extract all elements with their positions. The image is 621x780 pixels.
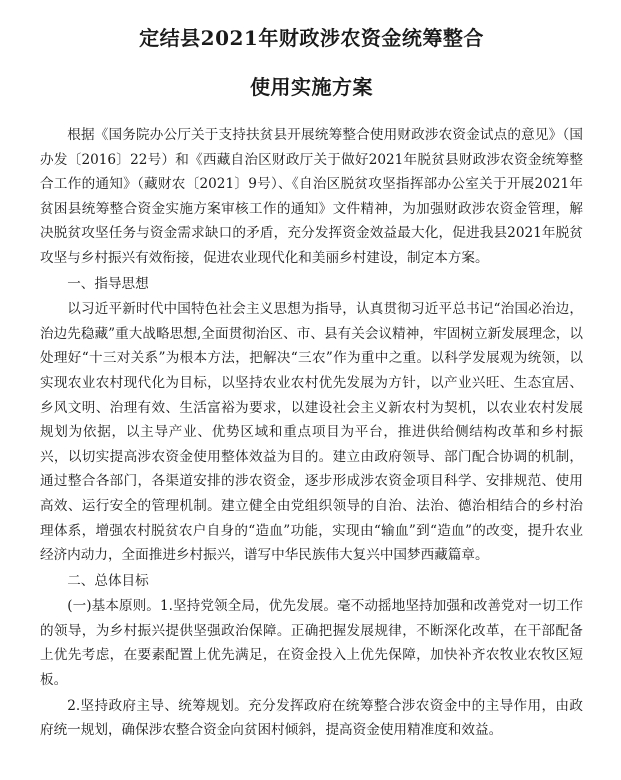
paragraph-basic-principles: (一)基本原则。1.坚持党领全局，优先发展。毫不动摇地坚持加强和改善党对一切工作的领导，为乡村振兴提供坚强政治保障。正确把握发展规律，不断深化改革，在干部配备上优先考虑，在要素配置上优先满足，在资金投入上优先保障，加快补齐农牧业农牧区短板。: [40, 598, 583, 689]
paragraph-government-led: 2.坚持政府主导、统筹规划。充分发挥政府在统筹整合涉农资金中的主导作用，由政府统一规划，确保涉农整合资金向贫困村倾斜，提高资金使用精准度和效益。: [40, 697, 583, 739]
section-heading-guiding-ideology: 一、指导思想: [67, 275, 149, 292]
paragraph-intro: 根据《国务院办公厅关于支持扶贫县开展统筹整合使用财政涉农资金试点的意见》（国办发〔2016〕22号）和《西藏自治区财政厅关于做好2021年脱贫县财政涉农资金统筹整合工作的通知》（藏财农〔2021〕9号）、《自治区脱贫攻坚指挥部办公室关于开展2021年贫困县统筹整合资金实施方案审核工作的通知》文件精神，为加强财政涉农资金管理，解决脱贫攻坚任务与资金需求缺口的矛盾，充分发挥资金效益最大化，促进我县2021年脱贫攻坚与乡村振兴有效衔接，促进农业现代化和美丽乡村建设，制定本方案。: [40, 127, 583, 266]
document-body: [40, 123, 583, 743]
document-title-line2: 使用实施方案: [250, 75, 373, 99]
document-title-line1: 定结县2021年财政涉农资金统筹整合: [139, 26, 484, 50]
section-heading-overall-goals: 二、总体目标: [67, 572, 149, 589]
paragraph-guiding-ideology: 以习近平新时代中国特色社会主义思想为指导，认真贯彻习近平总书记“治国必治边，治边先稳藏”重大战略思想,全面贯彻治区、市、县有关会议精神，牢固树立新发展理念，以处理好“十三对关系”为根本方法，把解决“三农”作为重中之重。以科学发展观为统领，以实现农业农村现代化为目标，以坚持农业农村优先发展为方针，以产业兴旺、生态宜居、乡风文明、治理有效、生活富裕为要求，以建设社会主义新农村为契机，以农业农村发展规划为依据，以主导产业、优势区域和重点项目为平台，推进供给侧结构改革和乡村振兴，以切实提高涉农资金使用整体效益为目的。建立由政府领导、部门配合协调的机制，通过整合各部门，各渠道安排的涉农资金，逐步形成涉农资金项目科学、安排规范、使用高效、运行安全的管理机制。建立健全由党组织领导的自治、法治、德治相结合的乡村治理体系，增强农村脱贫农户自身的“造血”功能，实现由“输血”到“造血”的改变，提升农业经济内动力，全面推进乡村振兴，谱写中华民族伟大复兴中国梦西藏篇章。: [40, 301, 583, 564]
